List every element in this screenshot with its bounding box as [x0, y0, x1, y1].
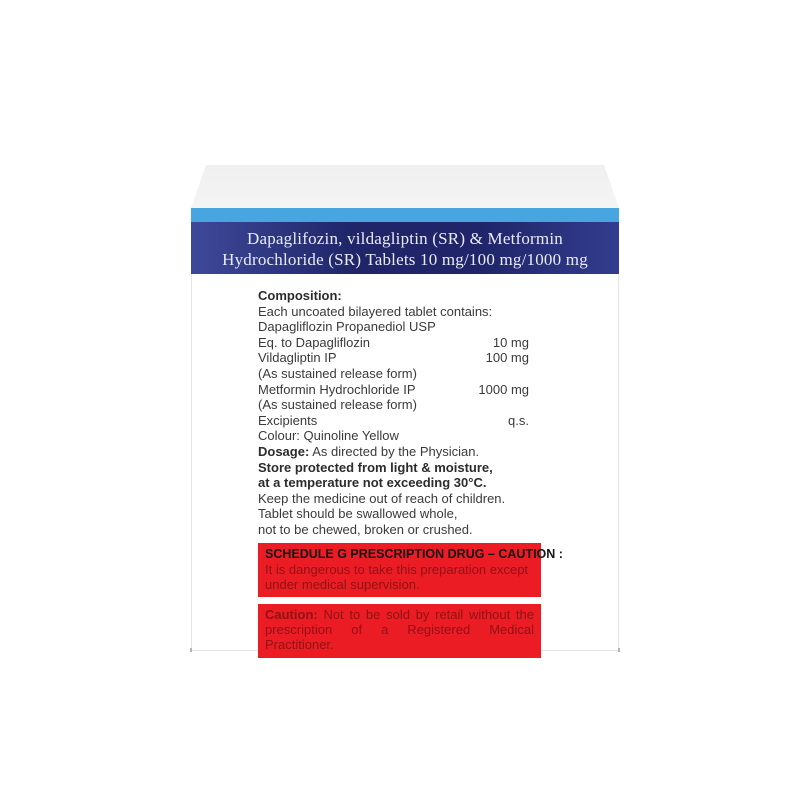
ingredient-name: Metformin Hydrochloride IP [258, 381, 416, 397]
medicine-carton [191, 165, 619, 651]
composition-heading: Composition: [258, 288, 342, 303]
schedule-warning-heading: SCHEDULE G PRESCRIPTION DRUG – CAUTION : [265, 546, 563, 561]
storage-line: Store protected from light & moisture, [258, 459, 493, 475]
caution-text: Not to be sold by retail without the prescription of a Registered Medical Practitioner. [265, 606, 534, 653]
composition-row [258, 366, 529, 382]
composition-row [258, 350, 529, 366]
ingredient-amount: 100 mg [485, 350, 529, 366]
dosage-line [258, 444, 618, 460]
ingredient-amount: q.s. [508, 412, 529, 428]
dosage-label: Dosage: [258, 443, 310, 459]
product-title-line2: Hydrochloride (SR) Tablets 10 mg/100 mg/1000 mg [222, 250, 588, 269]
composition-row [258, 319, 529, 335]
composition-row [258, 335, 529, 351]
ingredient-amount: 10 mg [492, 334, 529, 350]
carton-top-flap [191, 165, 619, 208]
brand-stripe [191, 208, 619, 222]
storage-line: Keep the medicine out of reach of children. [258, 490, 506, 506]
composition-row [258, 397, 529, 413]
storage-line: not to be chewed, broken or crushed. [258, 521, 473, 537]
caution-label: Caution: [265, 606, 318, 622]
label-content [192, 274, 618, 658]
ingredient-name: Eq. to Dapagliflozin [258, 334, 371, 350]
ingredient-name: Excipients [258, 412, 318, 428]
storage-line: Tablet should be swallowed whole, [258, 506, 458, 522]
composition-row [258, 382, 529, 398]
composition-row [258, 428, 529, 444]
ingredient-name: (As sustained release form) [258, 365, 417, 381]
carton-front-panel [191, 208, 619, 651]
ingredient-amount: 1000 mg [478, 381, 529, 397]
schedule-warning-box [258, 543, 563, 597]
ingredient-name: Dapagliflozin Propanediol USP [258, 319, 436, 335]
schedule-warning-line: It is dangerous to take this preparation except [265, 561, 529, 577]
retail-caution-box [258, 604, 541, 658]
ingredient-name: Vildagliptin IP [258, 350, 337, 366]
product-title-line1: Dapaglifozin, vildagliptin (SR) & Metformin [247, 229, 563, 248]
ingredient-name: Colour: Quinoline Yellow [258, 428, 399, 444]
dosage-text: As directed by the Physician. [312, 443, 480, 459]
composition-row [258, 413, 529, 429]
composition-intro: Each uncoated bilayered tablet contains: [258, 303, 493, 319]
ingredient-name: (As sustained release form) [258, 397, 417, 413]
storage-line: at a temperature not exceeding 30°C. [258, 475, 487, 491]
title-band [191, 222, 619, 274]
schedule-warning-line: under medical supervision. [265, 576, 420, 592]
